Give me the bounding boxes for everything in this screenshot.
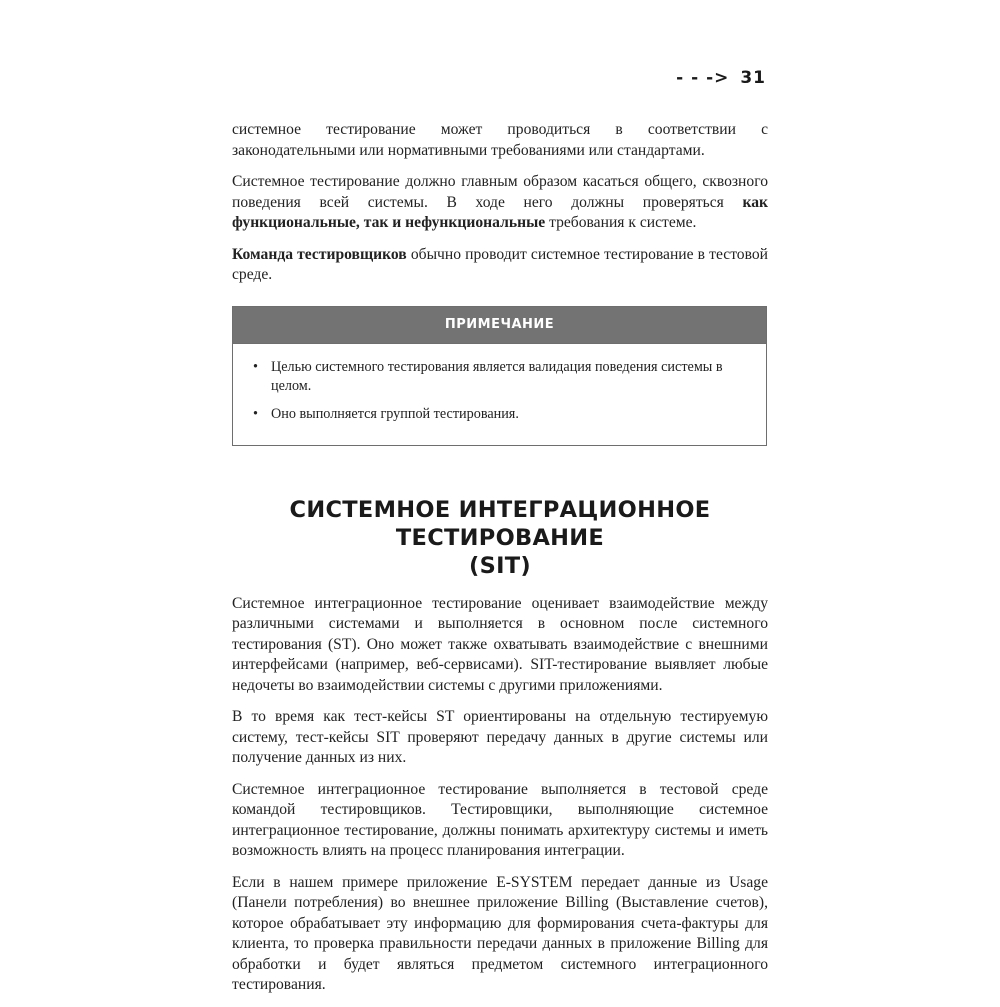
section-paragraph-4: Если в нашем примере приложение E-SYSTEM передает данные из Usage (Панели потребления) во внешнее приложение Billing (Выставление счетов), которое обрабатывает эту информацию для формирования счета-фактуры для клиента, то проверка правильности передачи данных в приложение Billing для обработки и будет являться предметом системного интеграционного тестирования. xyxy=(232,873,768,993)
note-title: ПРИМЕЧАНИЕ xyxy=(233,307,766,344)
note-list xyxy=(233,344,766,445)
page-header xyxy=(676,68,766,88)
arrow-decoration: - - -> xyxy=(676,68,730,88)
intro-paragraph-2-text-start: Системное тестирование должно главным образом касаться общего, сквозного поведения всей системы. В ходе него должны проверяться xyxy=(232,173,768,211)
bullet-icon: • xyxy=(253,358,258,375)
section-heading xyxy=(232,496,768,580)
intro-paragraph-3-emphasis: Команда тестировщиков xyxy=(232,245,407,263)
intro-paragraph-2 xyxy=(232,172,768,234)
section-paragraph-3: Системное интеграционное тестирование выполняется в тестовой среде командой тестировщиков. Тестировщики, выполняющие системное интеграционное тестирование, должны понимать архитектуру системы и иметь возможность влиять на процесс планирования интеграции. xyxy=(232,780,768,859)
page-content xyxy=(232,120,768,1007)
section-paragraph-1: Системное интеграционное тестирование оценивает взаимодействие между различными системами и выполняется в основном после системного тестирования (ST). Оно может также охватывать взаимодействие с внешними интерфейсами (например, веб-сервисами). SIT-тестирование выявляет любые недочеты во взаимодействии системы с другими приложениями. xyxy=(232,594,768,694)
intro-paragraph-3 xyxy=(232,245,768,286)
bullet-icon: • xyxy=(253,405,258,422)
intro-paragraph-2-emphasis: как функциональные, так и нефункциональные xyxy=(232,193,768,231)
note-list-item xyxy=(249,405,750,424)
section-heading-line-2: (SIT) xyxy=(469,552,531,579)
section-paragraph-2: В то время как тест-кейсы ST ориентированы на отдельную тестируемую систему, тест-кейсы SIT проверяют передачу данных в другие системы или получение данных из них. xyxy=(232,708,768,766)
section-heading-line-1: СИСТЕМНОЕ ИНТЕГРАЦИОННОЕ ТЕСТИРОВАНИЕ xyxy=(289,496,711,551)
note-item-text: Целью системного тестирования является валидация поведения системы в целом. xyxy=(271,358,723,394)
intro-paragraph-3-text: обычно проводит системное тестирование в тестовой среде. xyxy=(232,245,768,283)
intro-paragraph-2-text-end: требования к системе. xyxy=(545,214,697,231)
section-body xyxy=(232,594,768,996)
note-list-item xyxy=(249,358,750,396)
note-box xyxy=(232,306,767,446)
intro-paragraph-1: системное тестирование может проводиться в соответствии с законодательными или нормативными требованиями или стандартами. xyxy=(232,121,768,159)
note-item-text: Оно выполняется группой тестирования. xyxy=(271,405,519,422)
page-number: 31 xyxy=(740,68,766,88)
